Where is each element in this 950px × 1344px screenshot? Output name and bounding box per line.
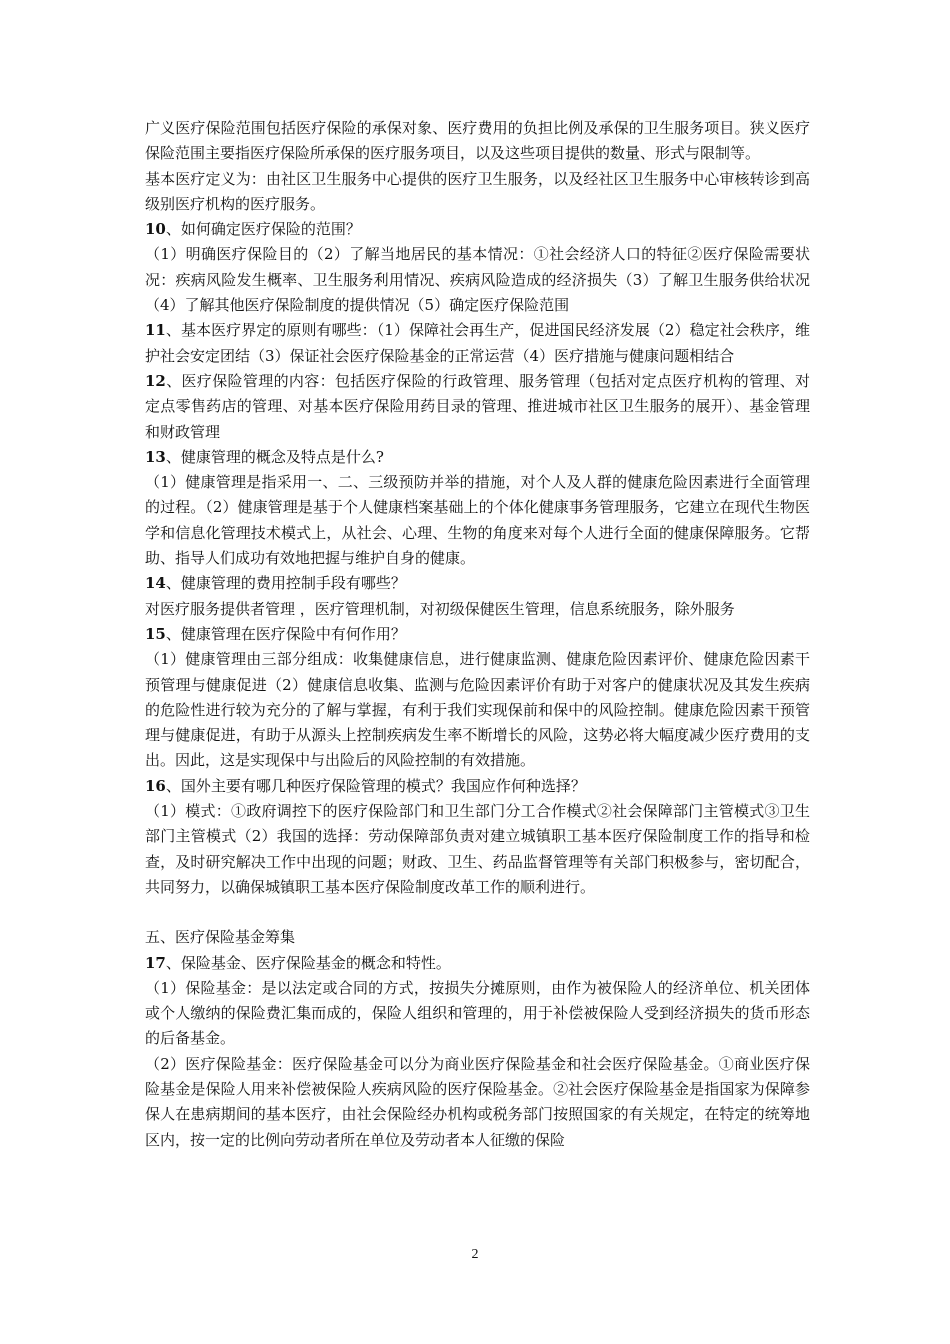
blank-line [145,900,810,925]
question-number: 10 [145,220,166,239]
paragraph-text: （2）医疗保险基金：医疗保险基金可以分为商业医疗保险基金和社会医疗保险基金。①商业医疗保险基金是保险人用来补偿被保险人疾病风险的医疗保险基金。②社会医疗保险基金是指国家为保障参保人在患病期间的基本医疗，由社会保险经办机构或税务部门按照国家的有关规定，在特定的统筹地区内，按一定的比例向劳动者所在单位及劳动者本人征缴的保险 [145,1054,810,1149]
paragraph [145,1052,810,1153]
question-heading [145,369,810,445]
paragraph-text: （1）明确医疗保险目的（2）了解当地居民的基本情况：①社会经济人口的特征②医疗保险需要状况：疾病风险发生概率、卫生服务利用情况、疾病风险造成的经济损失（3）了解卫生服务供给状况（4）了解其他医疗保险制度的提供情况（5）确定医疗保险范围 [145,245,810,315]
paragraph-text: 、健康管理的费用控制手段有哪些？ [165,574,406,593]
paragraph [145,647,810,773]
paragraph [145,242,810,318]
paragraph [145,976,810,1052]
question-heading [145,217,810,242]
page-number: 2 [471,1247,479,1262]
paragraph [145,597,810,622]
question-number: 15 [145,624,166,643]
paragraph-text: 、如何确定医疗保险的范围？ [165,220,361,239]
paragraph-text: 、健康管理的概念及特点是什么? [165,447,384,466]
question-heading [145,774,810,799]
paragraph [145,167,810,218]
paragraph-text: 、基本医疗界定的原则有哪些：（1）保障社会再生产，促进国民经济发展（2）稳定社会秩序，维护社会安定团结（3）保证社会医疗保险基金的正常运营（4）医疗措施与健康问题相结合 [145,321,810,365]
section-heading [145,925,810,950]
paragraph-text: （1）模式：①政府调控下的医疗保险部门和卫生部门分工合作模式②社会保障部门主管模式③卫生部门主管模式（2）我国的选择：劳动保障部负责对建立城镇职工基本医疗保险制度工作的指导和检查，及时研究解决工作中出现的问题；财政、卫生、药品监督管理等有关部门积极参与，密切配合，共同努力，以确保城镇职工基本医疗保险制度改革工作的顺利进行。 [145,802,810,896]
paragraph-text: （1）健康管理由三部分组成：收集健康信息，进行健康监测、健康危险因素评价、健康危险因素干预管理与健康促进（2）健康信息收集、监测与危险因素评价有助于对客户的健康状况及其发生疾病的危险性进行较为充分的了解与掌握，有利于我们实现保前和保中的风险控制。健康危险因素干预管理与健康促进，有助于从源头上控制疾病发生率不断增长的风险，这势必将大幅度减少医疗费用的支出。因此，这是实现保中与出险后的风险控制的有效措施。 [145,650,810,770]
question-number: 14 [145,574,166,593]
paragraph [145,470,810,571]
paragraph-text: （1）健康管理是指采用一、二、三级预防并举的措施，对个人及人群的健康危险因素进行全面管理的过程。（2）健康管理是基于个人健康档案基础上的个体化健康事务管理服务，它建立在现代生物医学和信息化管理技术模式上，从社会、心理、生物的角度来对每个人进行全面的健康保障服务。它帮助、指导人们成功有效地把握与维护自身的健康。 [145,473,810,568]
question-number: 16 [145,776,166,795]
question-number: 13 [145,447,166,466]
question-heading [145,318,810,369]
paragraph-text: 五、医疗保险基金筹集 [145,928,296,947]
paragraph-text: 对医疗服务提供者管理 ，医疗管理机制，对初级保健医生管理，信息系统服务，除外服务 [145,599,735,618]
paragraph [145,799,810,900]
question-heading [145,445,810,470]
paragraph-text: 、健康管理在医疗保险中有何作用？ [165,624,406,643]
paragraph-text: （1）保险基金：是以法定或合同的方式，按损失分摊原则，由作为被保险人的经济单位、机关团体或个人缴纳的保险费汇集而成的，保险人组织和管理的，用于补偿被保险人受到经济损失的货币形态的后备基金。 [145,978,810,1048]
paragraph-text: 基本医疗定义为：由社区卫生服务中心提供的医疗卫生服务，以及经社区卫生服务中心审核转诊到高级别医疗机构的医疗服务。 [145,169,810,213]
question-heading [145,571,810,596]
question-heading [145,622,810,647]
question-number: 17 [145,953,166,972]
paragraph-text: 、国外主要有哪几种医疗保险管理的模式？我国应作何种选择？ [165,776,586,795]
paragraph-text: 广义医疗保险范围包括医疗保险的承保对象、医疗费用的负担比例及承保的卫生服务项目。狭义医疗保险范围主要指医疗保险所承保的医疗服务项目，以及这些项目提供的数量、形式与限制等。 [145,119,810,163]
paragraph-text: 、医疗保险管理的内容：包括医疗保险的行政管理、服务管理（包括对定点医疗机构的管理、对定点零售药店的管理、对基本医疗保险用药目录的管理、推进城市社区卫生服务的展开）、基金管理和财政管理 [145,371,810,441]
document-body [145,116,810,1153]
question-number: 11 [145,321,166,340]
question-heading [145,951,810,976]
paragraph [145,116,810,167]
paragraph-text: 、保险基金、医疗保险基金的概念和特性。 [165,953,451,972]
question-number: 12 [145,371,166,390]
